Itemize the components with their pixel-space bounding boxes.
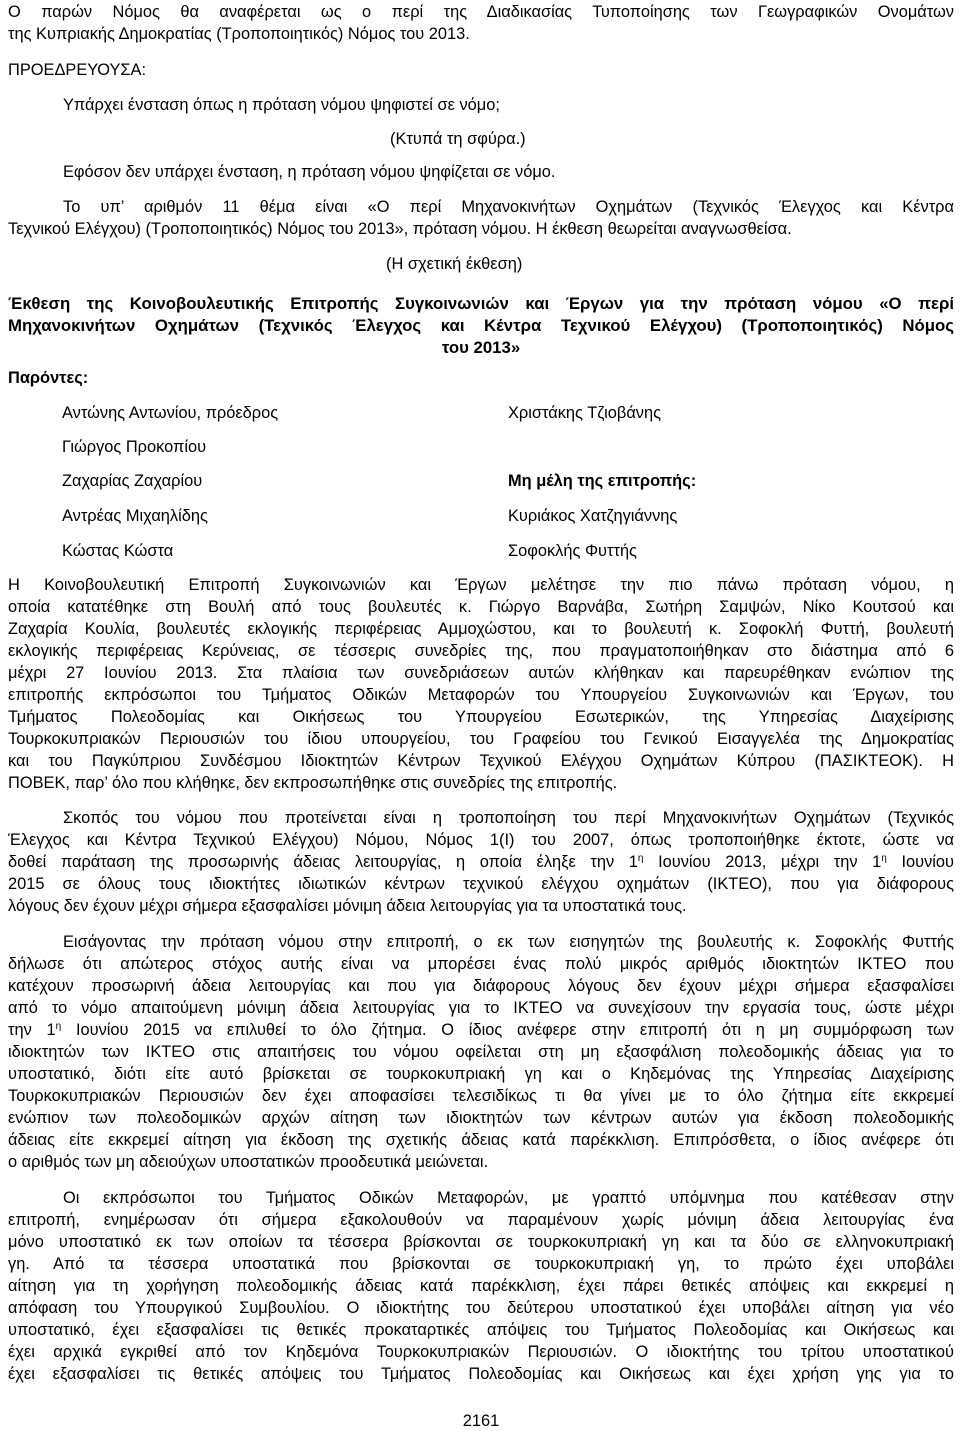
text-run: δοθεί παράταση της προσωρινής άδειας λειτουργίας, η οποία έληξε την 1 — [8, 853, 638, 871]
text-run: Ιουνίου — [886, 853, 955, 871]
paragraph-line: γη. Από τα τέσσερα υποστατικά που βρίσκονται σε τουρκοκυπριακή γη, το πρώτο έχει υποβάλει — [8, 1255, 954, 1273]
intro-line: της Κυπριακής Δημοκρατίας (Τροποποιητικός) Νόμος του 2013. — [8, 25, 470, 43]
paragraph-line: εκλογικής περιφέρειας Κερύνειας, σε τέσσερις συνεδρίες της, που πραγματοποιήθηκαν στο διάστημα από 6 — [8, 642, 954, 660]
paragraph-line: Τμήματος Πολεοδομίας και Οικήσεως του Υπουργείου Εσωτερικών, της Υπηρεσίας Διαχείρισης — [8, 708, 954, 726]
paragraph-line: ο αριθμός των μη αδειούχων υποστατικών προοδευτικά μειώνεται. — [8, 1153, 489, 1171]
non-member-name: Κυριάκος Χατζηγιάννης — [508, 507, 678, 525]
paragraph-line: απόφαση του Υπουργικού Συμβουλίου. Ο ιδιοκτήτης του δεύτερου υποστατικού έχει υποβάλει αίτηση για νέο — [8, 1299, 954, 1317]
non-member-name: Σοφοκλής Φυττής — [508, 542, 637, 560]
non-members-label: Μη μέλη της επιτροπής: — [508, 472, 697, 490]
approval-line: Εφόσον δεν υπάρχει ένσταση, η πρόταση νόμου ψηφίζεται σε νόμο. — [63, 163, 556, 181]
member-name: Γιώργος Προκοπίου — [62, 438, 207, 456]
item-line: Τεχνικού Ελέγχου) (Τροποποιητικός) Νόμος του 2013», πρόταση νόμου. Η έκθεση θεωρείται αναγνωσθείσα. — [8, 220, 792, 238]
paragraph-line: άδειας είτε εκκρεμεί αίτηση για έκδοση της σχετικής άδειας κατά παρέκκλιση. Επιπρόσθετα, ο ίδιος ανέφερε ότι — [8, 1131, 954, 1149]
paragraph-line: μέχρι 27 Ιουνίου 2013. Στα πλαίσια των συνεδριάσεων αυτών κλήθηκαν και παρευρέθηκαν ενώπιον της — [8, 664, 954, 682]
paragraph-line: κατέχουν προσωρινή άδεια λειτουργίας και που για διάφορους λόγους δεν έχουν μέχρι σήμερα εξασφαλίσει — [8, 977, 954, 995]
paragraph-line: Η Κοινοβουλευτική Επιτροπή Συγκοινωνιών και Έργων μελέτησε την πιο πάνω πρόταση νόμου, η — [8, 576, 954, 594]
paragraph-line: επιτροπή, ενημέρωσαν ότι σήμερα εξακολουθούν να παραμένουν χωρίς μόνιμη άδεια λειτουργίας ένα — [8, 1211, 954, 1229]
member-name: Αντρέας Μιχαηλίδης — [62, 507, 208, 525]
gavel-note: (Κτυπά τη σφύρα.) — [390, 130, 526, 148]
report-title-line: Έκθεση της Κοινοβουλευτικής Επιτροπής Συγκοινωνιών και Έργων για την πρόταση νόμου «Ο περί — [8, 294, 954, 313]
paragraph-line: μόνο υποστατικό εκ των οποίων τα τέσσερα βρίσκονται σε τουρκοκυπριακή γη και τα δύο σε ελληνοκυπριακή — [8, 1233, 954, 1251]
paragraph-line: οποία κατατέθηκε στη Βουλή από τους βουλευτές κ. Γιώργο Βαρνάβα, Σωτήρη Σαμψών, Νίκο Κουτσού και — [8, 598, 954, 616]
report-note: (Η σχετική έκθεση) — [386, 255, 523, 273]
text-run: την 1 — [8, 1021, 56, 1039]
report-title-line: Μηχανοκινήτων Οχημάτων (Τεχνικός Έλεγχος και Κέντρα Τεχνικού Ελέγχου) (Τροποποιητικός) Νόμος — [8, 316, 954, 335]
member-name: Χριστάκης Τζιοβάνης — [508, 404, 662, 422]
intro-line: Ο παρών Νόμος θα αναφέρεται ως ο περί της Διαδικασίας Τυποποίησης των Γεωγραφικών Ονομάτων — [8, 3, 954, 21]
paragraph-line: ΠΟΒΕΚ, παρ’ όλο που κλήθηκε, δεν εκπροσωπήθηκε στις συνεδρίες της επιτροπής. — [8, 774, 618, 792]
paragraph-line: Τουρκοκυπριακών Περιουσιών του ίδιου υπουργείου, του Γραφείου του Γενικού Εισαγγελέα της Δημοκρατίας — [8, 730, 954, 748]
item-line: Το υπ’ αριθμόν 11 θέμα είναι «Ο περί Μηχανοκινήτων Οχημάτων (Τεχνικός Έλεγχος και Κέντρα — [63, 198, 954, 216]
ordinal-sup: η — [637, 853, 644, 864]
member-name: Ζαχαρίας Ζαχαρίου — [62, 472, 203, 490]
paragraph-line: Εισάγοντας την πρόταση νόμου στην επιτροπή, ο εκ των εισηγητών της βουλευτής κ. Σοφοκλής Φυττής — [63, 933, 954, 951]
paragraph-line: Έλεγχος και Κέντρα Τεχνικού Ελέγχου) Νόμου, Νόμος 1(Ι) του 2007, όπως τροποποιήθηκε έκτοτε, ώστε να — [8, 831, 954, 849]
present-label: Παρόντες: — [8, 369, 89, 387]
speaker-label: ΠΡΟΕΔΡΕΥΟΥΣΑ: — [8, 61, 147, 79]
text-run: Ιουνίου 2013, μέχρι την 1 — [643, 853, 882, 871]
paragraph-line: αίτηση για τη χορήγηση πολεοδομικής άδειας κατά παρέκκλιση, έχει πάρει θετικές απόψεις και εκκρεμεί η — [8, 1277, 954, 1295]
paragraph-line: ενώπιον των πολεοδομικών αρχών αίτηση των ιδιοκτητών των κέντρων αυτών για έκδοση πολεοδομικής — [8, 1109, 954, 1127]
paragraph-line — [8, 852, 954, 872]
paragraph-line: λόγους δεν έχουν μέχρι σήμερα εξασφαλίσει μόνιμη άδεια λειτουργίας για τα υποστατικά τους. — [8, 897, 687, 915]
paragraph-line: Ζαχαρία Κουλία, βουλευτές εκλογικής περιφέρειας Αμμοχώστου, και το βουλευτή κ. Σοφοκλή Φυττή, βουλευτή — [8, 620, 954, 638]
paragraph-line: έχει αρχικά εγκριθεί από τον Κηδεμόνα Τουρκοκυπριακών Περιουσιών. Ο ιδιοκτήτης του τρίτου υποστατικού — [8, 1343, 954, 1361]
report-title-line: του 2013» — [441, 338, 521, 357]
paragraph-line: Τουρκοκυπριακών Περιουσιών δεν έχει αποφασίσει τελεσιδίκως τι θα γίνει με το όλο ζήτημα είτε εκκρεμεί — [8, 1087, 954, 1105]
member-name: Αντώνης Αντωνίου, πρόεδρος — [62, 404, 279, 422]
paragraph-line: και του Παγκύπριου Συνδέσμου Ιδιοκτητών Κέντρων Τεχνικού Ελέγχου Οχημάτων Κύπρου (ΠΑΣΙΚΤΕΟΚ). Η — [8, 752, 954, 770]
ordinal-sup: η — [55, 1021, 62, 1032]
paragraph-line: από το νόμο απαιτούμενη μόνιμη άδεια λειτουργίας για το ΙΚΤΕΟ να συνεχίσουν την εργασία τους, ώστε μέχρι — [8, 999, 954, 1017]
member-name: Κώστας Κώστα — [62, 542, 174, 560]
paragraph-line: 2015 σε όλους τους ιδιοκτήτες ιδιωτικών κέντρων τεχνικού ελέγχου οχημάτων (ΙΚΤΕΟ), που για διάφορους — [8, 875, 954, 893]
page-number: 2161 — [462, 1412, 500, 1430]
text-run: Ιουνίου 2015 να επιλυθεί το όλο ζήτημα. Ο ίδιος ανέφερε στην επιτροπή ότι η μη συμμόρφωση των — [61, 1021, 954, 1039]
paragraph-line — [8, 1020, 954, 1040]
paragraph-line: ιδιοκτητών των ΙΚΤΕΟ στις απαιτήσεις του νόμου οφείλεται στη μη εξασφάλιση πολεοδομικής άδειας για το — [8, 1043, 954, 1061]
paragraph-line: Σκοπός του νόμου που προτείνεται είναι η τροποποίηση του περί Μηχανοκινήτων Οχημάτων (Τεχνικός — [63, 809, 954, 827]
paragraph-line: έχει εξασφαλίσει τις θετικές απόψεις του Τμήματος Πολεοδομίας και Οικήσεως και έχει χρήση γης για το — [8, 1365, 954, 1383]
paragraph-line: υποστατικό, διότι είτε αυτό βρίσκεται σε τουρκοκυπριακή γη και ο Κηδεμόνας της Υπηρεσίας Διαχείρισης — [8, 1065, 954, 1083]
paragraph-line: δήλωσε ότι απώτερος στόχος αυτής είναι να μπορέσει ένας πολύ μικρός αριθμός ιδιοκτητών ΙΚΤΕΟ που — [8, 955, 954, 973]
paragraph-line: υποστατικό, έχει εξασφαλίσει τις θετικές προκαταρτικές απόψεις του Τμήματος Πολεοδομίας και Οικήσεως και — [8, 1321, 954, 1339]
paragraph-line: Οι εκπρόσωποι του Τμήματος Οδικών Μεταφορών, με γραπτό υπόμνημα που κατέθεσαν στην — [63, 1189, 954, 1207]
ordinal-sup: η — [881, 853, 887, 864]
paragraph-line: επιτροπής εκπρόσωποι του Τμήματος Οδικών Μεταφορών του Υπουργείου Συγκοινωνιών και Έργων, του — [8, 686, 954, 704]
question-line: Υπάρχει ένσταση όπως η πρόταση νόμου ψηφιστεί σε νόμο; — [63, 96, 500, 114]
